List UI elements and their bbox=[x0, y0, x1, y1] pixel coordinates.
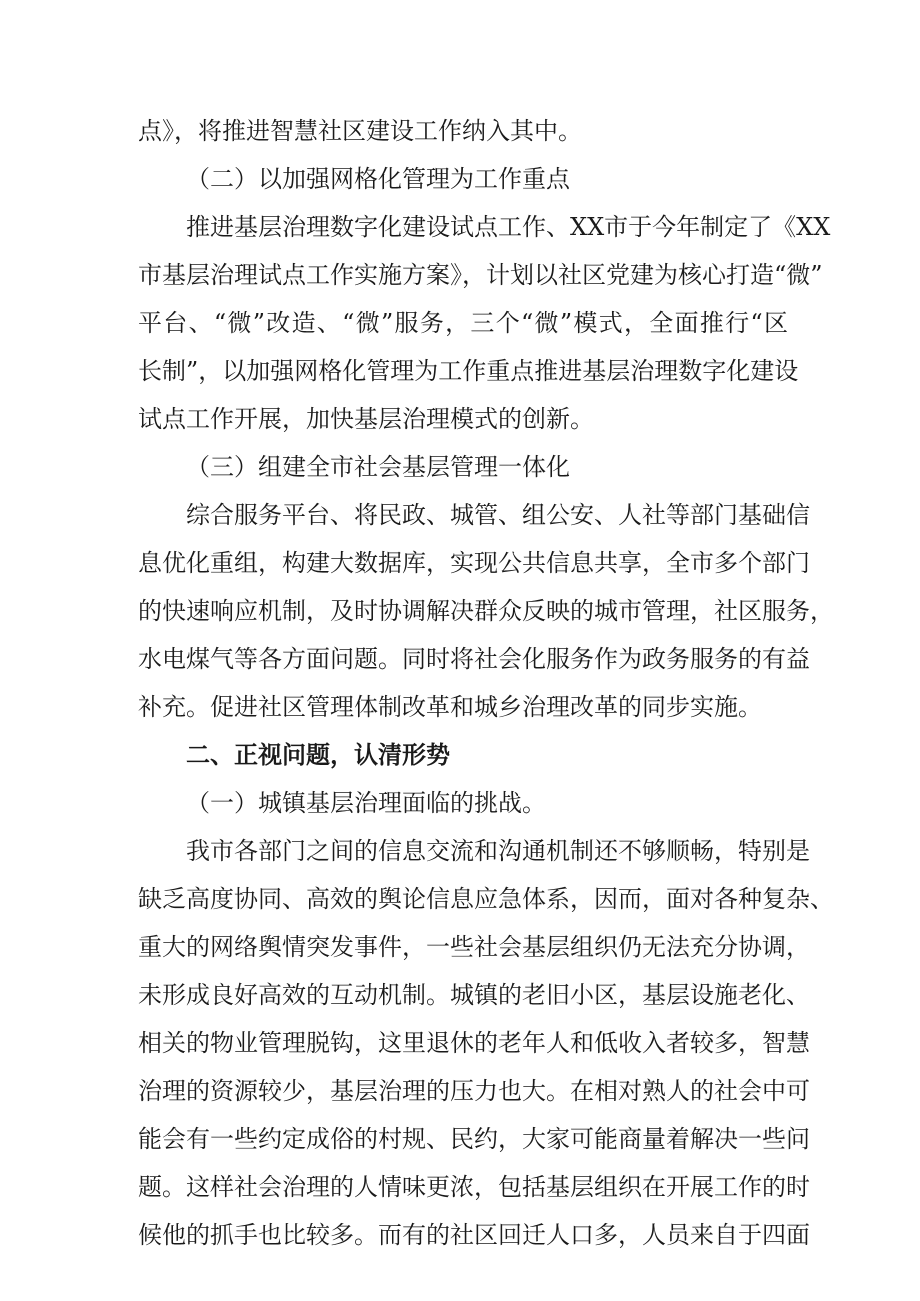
paragraph-line: 水电煤气等各方面问题。同时将社会化服务作为政务服务的有益 bbox=[138, 645, 810, 673]
paragraph-line: 补充。促进社区管理体制改革和城乡治理改革的同步实施。 bbox=[138, 693, 762, 721]
paragraph-line: 试点工作开展，加快基层治理模式的创新。 bbox=[138, 405, 594, 433]
paragraph-line: 治理的资源较少，基层治理的压力也大。在相对熟人的社会中可 bbox=[138, 1077, 810, 1105]
paragraph-line: 综合服务平台、将民政、城管、组公安、人社等部门基础信 bbox=[186, 501, 810, 529]
section-subheading: （一）城镇基层治理面临的挑战。 bbox=[186, 789, 546, 817]
paragraph-line: 重大的网络舆情突发事件，一些社会基层组织仍无法充分协调， bbox=[138, 933, 810, 961]
paragraph-line: 候他的抓手也比较多。而有的社区回迁人口多，人员来自于四面 bbox=[138, 1221, 810, 1249]
section-subheading: （三）组建全市社会基层管理一体化 bbox=[186, 453, 570, 481]
paragraph-line: 息优化重组，构建大数据库，实现公共信息共享，全市多个部门 bbox=[138, 549, 810, 577]
section-heading: 二、正视问题，认清形势 bbox=[186, 741, 450, 769]
paragraph-line: 相关的物业管理脱钩，这里退休的老年人和低收入者较多，智慧 bbox=[138, 1029, 810, 1057]
paragraph-line: 长制”，以加强网格化管理为工作重点推进基层治理数字化建设 bbox=[138, 357, 799, 385]
paragraph-line: 的快速响应机制，及时协调解决群众反映的城市管理，社区服务， bbox=[138, 597, 834, 625]
paragraph-line: 点》，将推进智慧社区建设工作纳入其中。 bbox=[138, 117, 582, 145]
paragraph-line: 我市各部门之间的信息交流和沟通机制还不够顺畅，特别是 bbox=[186, 837, 810, 865]
paragraph-line: 市基层治理试点工作实施方案》，计划以社区党建为核心打造“微” bbox=[138, 261, 823, 289]
paragraph-line: 平台、“微”改造、“微”服务，三个“微”模式，全面推行“区 bbox=[138, 309, 788, 337]
paragraph-line: 题。这样社会治理的人情味更浓，包括基层组织在开展工作的时 bbox=[138, 1173, 810, 1201]
paragraph-line: 未形成良好高效的互动机制。城镇的老旧小区，基层设施老化、 bbox=[138, 981, 810, 1009]
paragraph-line: 缺乏高度协同、高效的舆论信息应急体系，因而，面对各种复杂、 bbox=[138, 885, 834, 913]
section-subheading: （二）以加强网格化管理为工作重点 bbox=[186, 165, 570, 193]
paragraph-line: 能会有一些约定成俗的村规、民约，大家可能商量着解决一些问 bbox=[138, 1125, 810, 1153]
paragraph-line: 推进基层治理数字化建设试点工作、XX市于今年制定了《XX bbox=[186, 213, 831, 241]
